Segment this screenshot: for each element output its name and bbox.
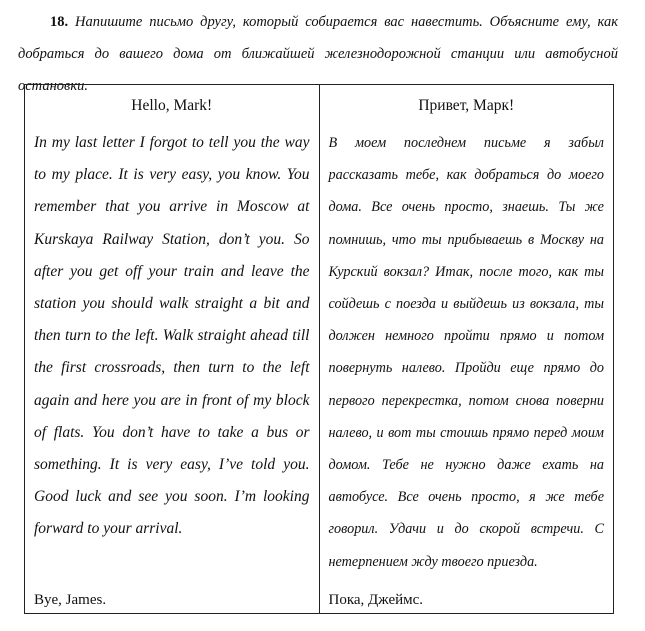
english-signature: Bye, James. — [34, 592, 107, 608]
task-text: Напишите письмо другу, который собирается вас навестить. Объясните ему, как добраться до вашего дома от ближайшей железнодорожной станции или автобусной остановки. — [18, 14, 619, 94]
letter-table — [24, 84, 614, 614]
russian-signature: Пока, Джеймс. — [328, 592, 424, 608]
task-number: 18. — [50, 14, 69, 30]
english-column — [25, 85, 320, 614]
russian-column — [319, 85, 614, 614]
english-greeting: Hello, Mark! — [131, 97, 213, 114]
russian-greeting: Привет, Марк! — [418, 97, 515, 114]
english-letter-body: In my last letter I forgot to tell you the way to my place. It is very easy, you know. You remember that you arrive in Moscow at Kurskaya Railway Station, don’t you. So after you get off your train and leave the station you should walk straight a bit and then turn to the left. Walk straight ahead till the first crossroads, then turn to the left again and here you are in front of my block of flats. You don’t have to take a bus or something. It is very easy, I’ve told you. Good luck and see you soon. I’m looking forward to your arrival. — [34, 134, 310, 538]
russian-letter-body: В моем последнем письме я забыл рассказать тебе, как добраться до моего дома. Все очень просто, знаешь. Ты же помнишь, что ты прибываешь в Москву на Курский вокзал? Итак, после того, как ты сойдешь с поезда и выйдешь из вокзала, ты должен немного пройти прямо и потом повернуть налево. Пройди еще прямо до первого перекрестка, потом снова поверни налево, и вот ты стоишь прямо перед моим домом. Тебе не нужно даже ехать на автобусе. Все очень просто, я же тебе говорил. Удачи и до скорой встречи. С нетерпением жду твоего приезда. — [328, 135, 604, 570]
